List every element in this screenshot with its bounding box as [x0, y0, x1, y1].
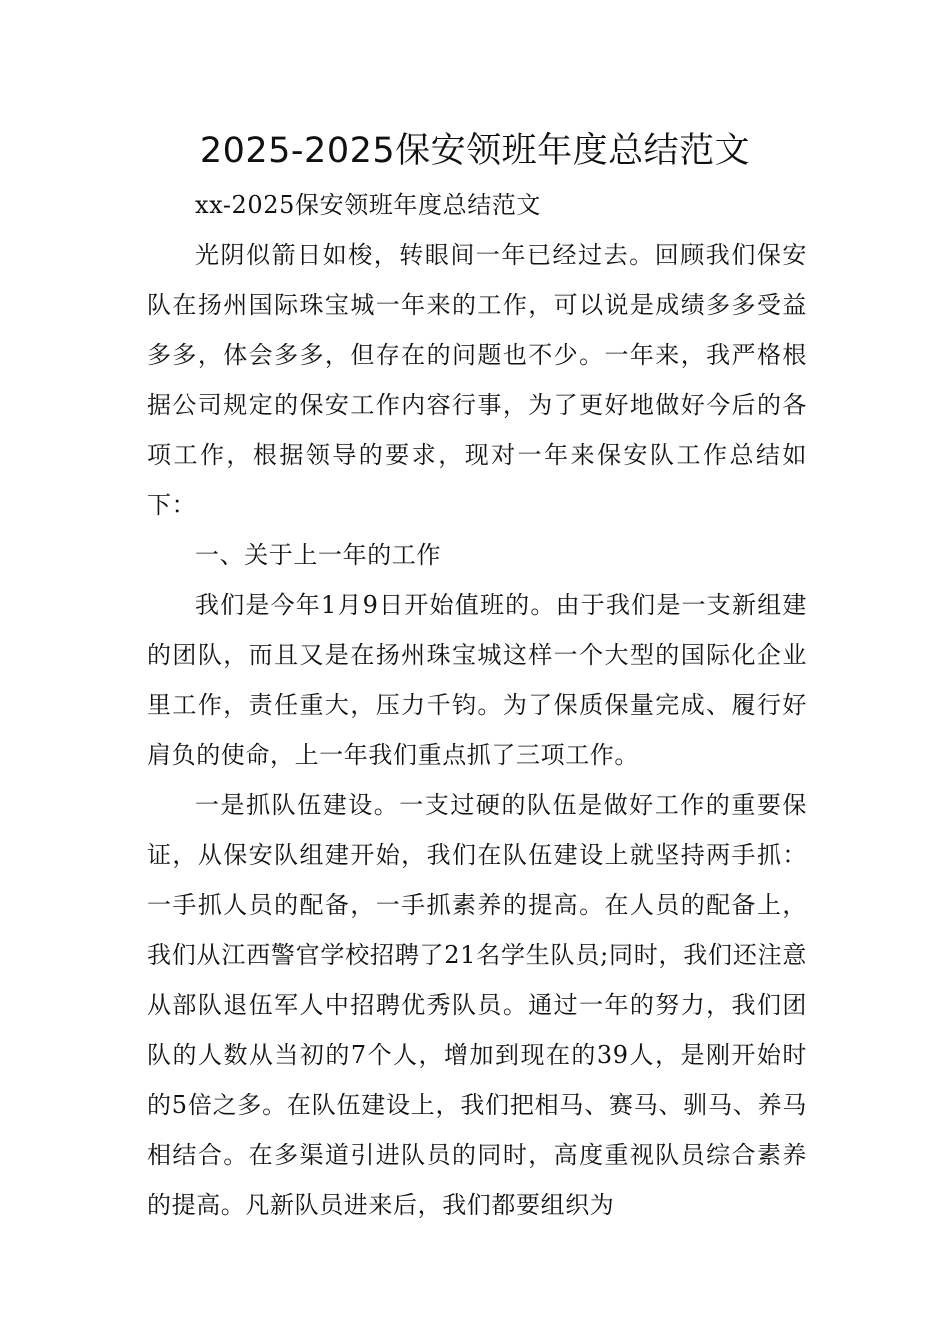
paragraph-team-building: 一是抓队伍建设。一支过硬的队伍是做好工作的重要保证，从保安队组建开始，我们在队伍建设上就坚持两手抓：一手抓人员的配备，一手抓素养的提高。在人员的配备上，我们从江西警官学校招聘了21名学生队员;同时，我们还注意从部队退伍军人中招聘优秀队员。通过一年的努力，我们团队的人数从当初的7个人，增加到现在的39人，是刚开始时的5倍之多。在队伍建设上，我们把相马、赛马、驯马、养马相结合。在多渠道引进队员的同时，高度重视队员综合素养的提高。凡新队员进来后，我们都要组织为 [147, 791, 807, 1219]
paragraph-intro: 光阴似箭日如梭，转眼间一年已经过去。回顾我们保安队在扬州国际珠宝城一年来的工作，可以说是成绩多多受益多多，体会多多，但存在的问题也不少。一年来，我严格根据公司规定的保安工作内容行事，为了更好地做好今后的各项工作，根据领导的要求，现对一年来保安队工作总结如下： [147, 241, 807, 519]
document-title: 2025-2025保安领班年度总结范文 [199, 131, 751, 171]
document-body [147, 180, 807, 1230]
document-subtitle: xx-2025保安领班年度总结范文 [195, 191, 542, 219]
paragraph-work-overview: 我们是今年1月9日开始值班的。由于我们是一支新组建的团队，而且又是在扬州珠宝城这样一个大型的国际化企业里工作，责任重大，压力千钧。为了保质保量完成、履行好肩负的使命，上一年我们重点抓了三项工作。 [147, 591, 807, 769]
section-heading: 一、关于上一年的工作 [195, 541, 441, 569]
